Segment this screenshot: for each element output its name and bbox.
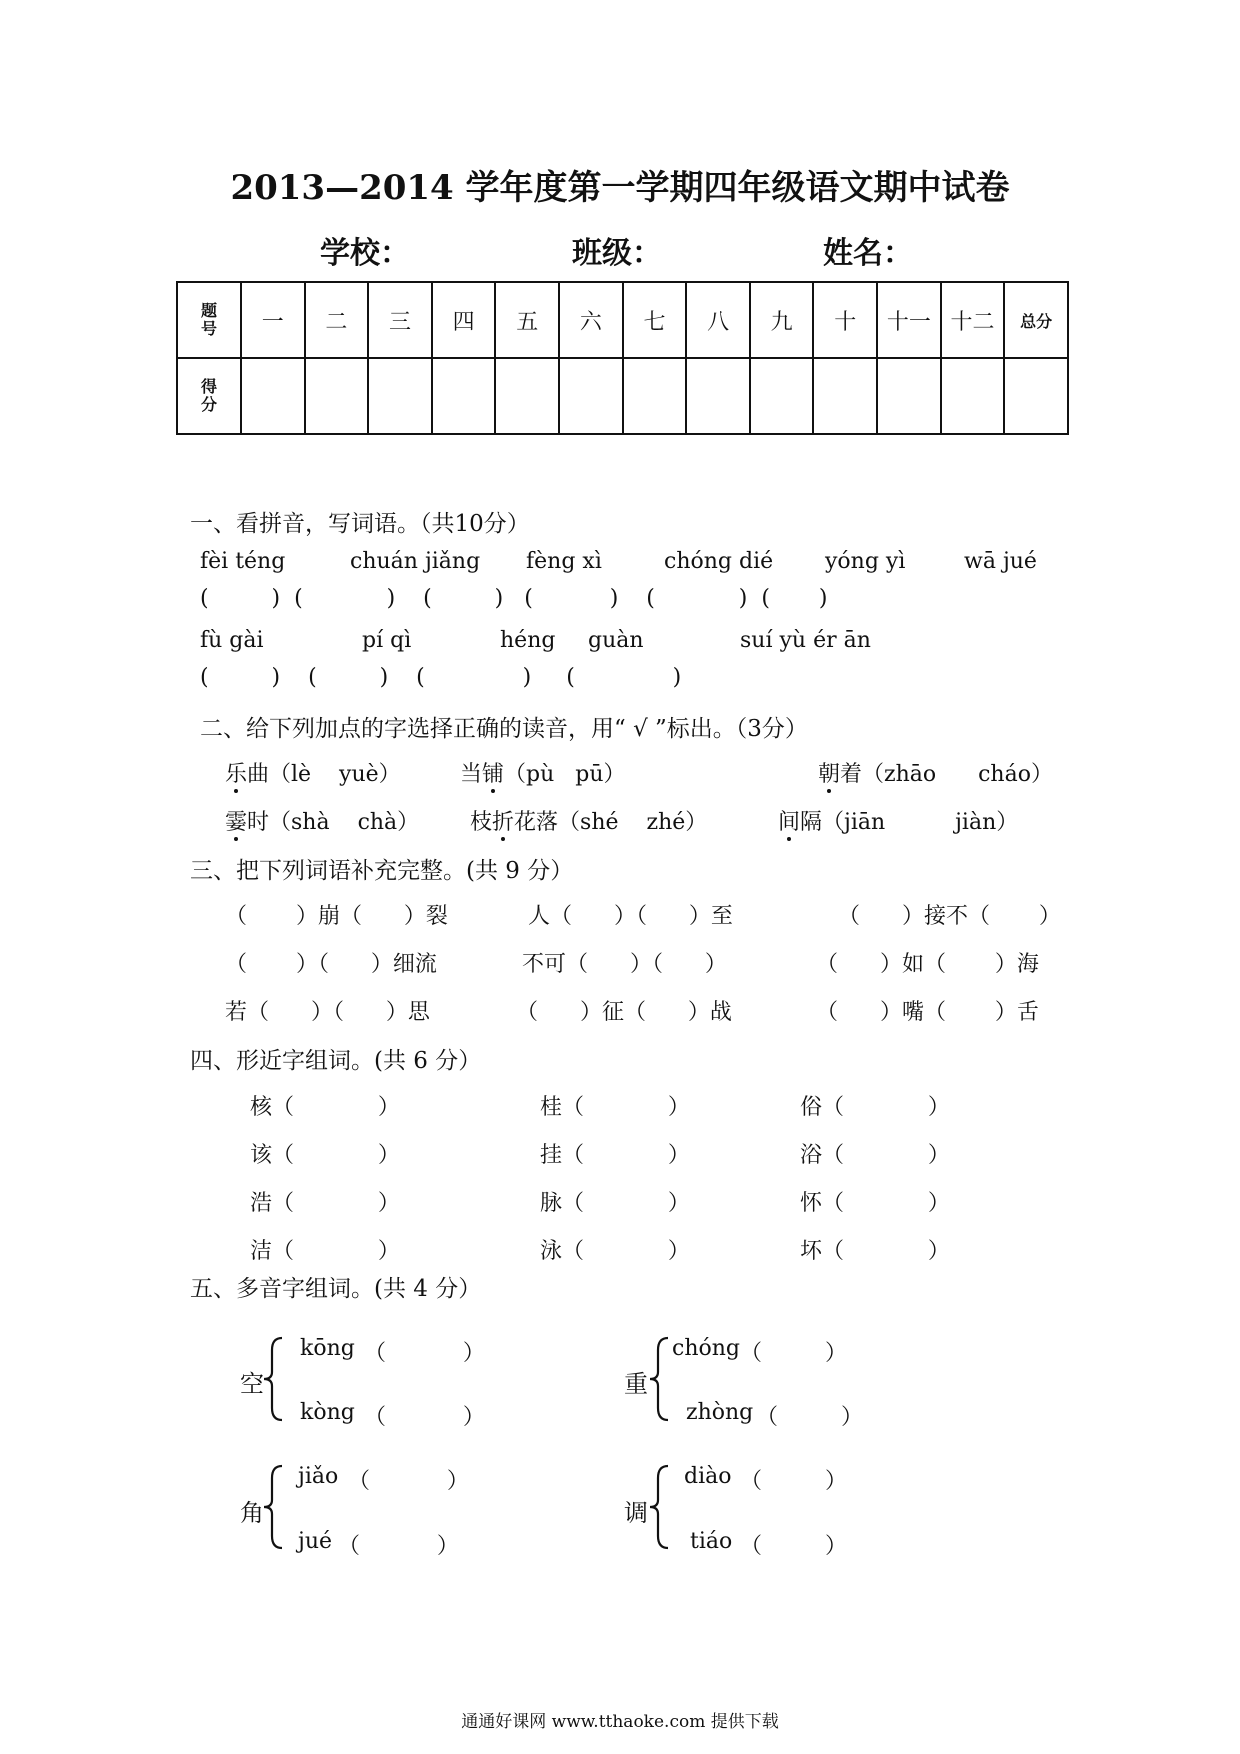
section-5-heading: 五、多音字组词。(共 4 分） (190, 1276, 482, 1302)
score-table-score-row (177, 358, 1068, 434)
row-label-text: 题 号 (200, 301, 217, 338)
answer-blank[interactable]: （ ） (756, 1405, 863, 1430)
header-cell: 十一 (877, 282, 941, 358)
idiom-item[interactable]: （ ）（ ）细流 (225, 952, 437, 977)
score-cell[interactable] (368, 358, 432, 434)
name-label: 姓名： (823, 236, 913, 271)
idiom-item[interactable]: （ ）征（ ）战 (516, 1000, 732, 1025)
reading-item[interactable]: 朝着（zhāo cháo） (818, 762, 1053, 787)
answer-blank[interactable]: （ ） (740, 1341, 847, 1366)
pinyin: fù gài (200, 628, 264, 653)
similar-char-item[interactable]: 浴（ ） (800, 1143, 950, 1168)
polyphone-char: 角 (240, 1499, 264, 1527)
score-table (176, 281, 1069, 435)
total-score-cell[interactable] (1004, 358, 1068, 434)
pinyin: wā jué (964, 549, 1037, 574)
answer-blank[interactable]: （ ） (740, 1469, 847, 1494)
header-cell: 一 (241, 282, 305, 358)
pinyin: kòng (300, 1400, 355, 1425)
pinyin: chóng (672, 1336, 740, 1361)
answer-blank[interactable]: （ ） (364, 1405, 485, 1430)
header-cell: 七 (623, 282, 687, 358)
pinyin: pí qì (362, 628, 412, 653)
pinyin: suí yù ér ān (740, 628, 871, 653)
score-cell[interactable] (941, 358, 1005, 434)
similar-char-item[interactable]: 浩（ ） (250, 1191, 400, 1216)
pinyin: fèng xì (526, 549, 602, 574)
polyphone-char: 重 (624, 1370, 648, 1398)
answer-blank-row-2[interactable]: ( ) ( ) ( ) ( ) (200, 665, 682, 690)
pinyin: jiǎo (298, 1464, 339, 1489)
pinyin: héng (500, 628, 556, 653)
similar-char-item[interactable]: 桂（ ） (540, 1095, 690, 1120)
idiom-item[interactable]: （ ）崩（ ）裂 (225, 904, 448, 929)
idiom-item[interactable]: （ ）如（ ）海 (816, 952, 1039, 977)
pinyin: chóng dié (664, 549, 774, 574)
score-cell[interactable] (241, 358, 305, 434)
pinyin: kōng (300, 1336, 355, 1361)
answer-blank[interactable]: （ ） (364, 1341, 485, 1366)
row-label-question-number (177, 282, 241, 358)
header-cell: 十 (813, 282, 877, 358)
score-cell[interactable] (559, 358, 623, 434)
header-cell: 十二 (941, 282, 1005, 358)
similar-char-item[interactable]: 挂（ ） (540, 1143, 690, 1168)
pinyin: fèi téng (200, 549, 286, 574)
answer-blank[interactable]: （ ） (348, 1469, 469, 1494)
pinyin: guàn (588, 628, 644, 653)
pinyin: zhòng (686, 1400, 754, 1425)
brace-icon (648, 1336, 672, 1422)
idiom-item[interactable]: （ ）接不（ ） (838, 904, 1061, 929)
header-cell: 三 (368, 282, 432, 358)
similar-char-item[interactable]: 俗（ ） (800, 1095, 950, 1120)
footer-text: 通通好课网 www.tthaoke.com 提供下载 (461, 1712, 779, 1732)
similar-char-item[interactable]: 洁（ ） (250, 1239, 400, 1264)
polyphone-char: 空 (240, 1370, 264, 1398)
section-1-heading: 一、看拼音，写词语。（共10分） (190, 511, 530, 537)
score-cell[interactable] (750, 358, 814, 434)
score-cell[interactable] (813, 358, 877, 434)
exam-title: 2013—2014 学年度第一学期四年级语文期中试卷 (230, 168, 1010, 208)
answer-blank-row-1[interactable]: ( ) ( ) ( ) ( ) ( ) ( ) (200, 586, 828, 611)
header-cell: 五 (495, 282, 559, 358)
score-cell[interactable] (432, 358, 496, 434)
score-table-header-row (177, 282, 1068, 358)
school-label: 学校： (320, 236, 410, 271)
total-header-cell: 总分 (1004, 282, 1068, 358)
row-label-text: 得 分 (200, 377, 217, 414)
pinyin: diào (684, 1464, 732, 1489)
reading-item[interactable]: 枝折花落（shé zhé） (470, 810, 708, 835)
brace-icon (648, 1464, 672, 1550)
reading-item[interactable]: 当铺（pù pū） (460, 762, 626, 787)
answer-blank[interactable]: （ ） (740, 1534, 847, 1559)
polyphone-char: 调 (624, 1499, 648, 1527)
reading-item[interactable]: 间隔（jiān jiàn） (778, 810, 1019, 835)
header-cell: 二 (305, 282, 369, 358)
score-cell[interactable] (686, 358, 750, 434)
similar-char-item[interactable]: 该（ ） (250, 1143, 400, 1168)
idiom-item[interactable]: 若（ ）（ ）思 (225, 1000, 430, 1025)
row-label-score (177, 358, 241, 434)
class-label: 班级： (572, 236, 662, 271)
reading-item[interactable]: 乐曲（lè yuè） (225, 762, 401, 787)
reading-item[interactable]: 霎时（shà chà） (225, 810, 420, 835)
pinyin: chuán jiǎng (350, 549, 481, 574)
section-2-heading: 二、给下列加点的字选择正确的读音，用“ √ ”标出。（3分） (200, 716, 808, 742)
similar-char-item[interactable]: 坏（ ） (800, 1239, 950, 1264)
pinyin: tiáo (690, 1529, 733, 1554)
idiom-item[interactable]: 不可（ ）（ ） (522, 952, 727, 977)
pinyin: yóng yì (825, 549, 906, 574)
section-3-heading: 三、把下列词语补充完整。(共 9 分） (190, 858, 574, 884)
similar-char-item[interactable]: 核（ ） (250, 1095, 400, 1120)
similar-char-item[interactable]: 泳（ ） (540, 1239, 690, 1264)
idiom-item[interactable]: 人（ ）（ ）至 (528, 904, 733, 929)
answer-blank[interactable]: （ ） (338, 1534, 459, 1559)
score-cell[interactable] (495, 358, 559, 434)
header-cell: 八 (686, 282, 750, 358)
score-cell[interactable] (305, 358, 369, 434)
score-cell[interactable] (623, 358, 687, 434)
brace-icon (262, 1464, 286, 1550)
pinyin: jué (298, 1529, 333, 1554)
score-cell[interactable] (877, 358, 941, 434)
idiom-item[interactable]: （ ）嘴（ ）舌 (816, 1000, 1039, 1025)
section-4-heading: 四、形近字组词。(共 6 分） (190, 1048, 482, 1074)
header-cell: 四 (432, 282, 496, 358)
similar-char-item[interactable]: 怀（ ） (800, 1191, 950, 1216)
similar-char-item[interactable]: 脉（ ） (540, 1191, 690, 1216)
brace-icon (262, 1336, 286, 1422)
header-cell: 六 (559, 282, 623, 358)
header-cell: 九 (750, 282, 814, 358)
